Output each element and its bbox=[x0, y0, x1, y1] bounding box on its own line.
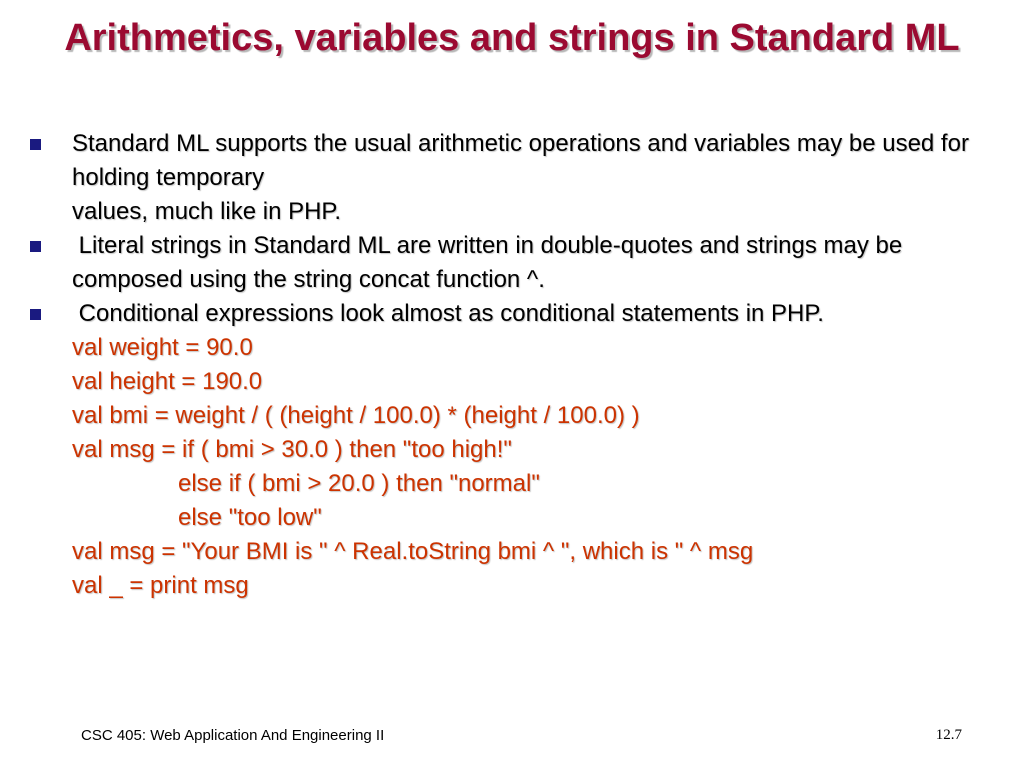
bullet-item bbox=[30, 297, 1000, 331]
code-line: else if ( bmi > 20.0 ) then "normal" bbox=[178, 470, 540, 497]
slide-content bbox=[30, 127, 1000, 603]
code-line: val weight = 90.0 bbox=[72, 334, 253, 361]
code-line: val msg = if ( bmi > 30.0 ) then "too high!" bbox=[72, 436, 512, 463]
code-line: val msg = "Your BMI is " ^ Real.toString bmi ^ ", which is " ^ msg bbox=[72, 538, 754, 565]
square-bullet-icon bbox=[30, 241, 41, 252]
footer-page-number: 12.7 bbox=[935, 727, 962, 743]
footer-course: CSC 405: Web Application And Engineering II bbox=[81, 727, 385, 744]
bullet-item bbox=[30, 127, 1000, 229]
slide-title: Arithmetics, variables and strings in Standard ML bbox=[64, 17, 960, 59]
code-line: val _ = print msg bbox=[72, 572, 249, 599]
code-line: val bmi = weight / ( (height / 100.0) * (height / 100.0) ) bbox=[72, 402, 640, 429]
bullet-item bbox=[30, 229, 1000, 297]
bullet-text: Literal strings in Standard ML are written in double-quotes and strings may be composed using the string concat function ^. bbox=[72, 232, 909, 293]
code-block bbox=[30, 331, 1000, 603]
code-line: val height = 190.0 bbox=[72, 368, 263, 395]
code-line: else "too low" bbox=[178, 504, 322, 531]
square-bullet-icon bbox=[30, 309, 41, 320]
bullet-text: Conditional expressions look almost as conditional statements in PHP. bbox=[72, 300, 824, 327]
bullet-text: Standard ML supports the usual arithmetic operations and variables may be used for holding temporary values, much like in PHP. bbox=[72, 130, 969, 225]
square-bullet-icon bbox=[30, 139, 41, 150]
